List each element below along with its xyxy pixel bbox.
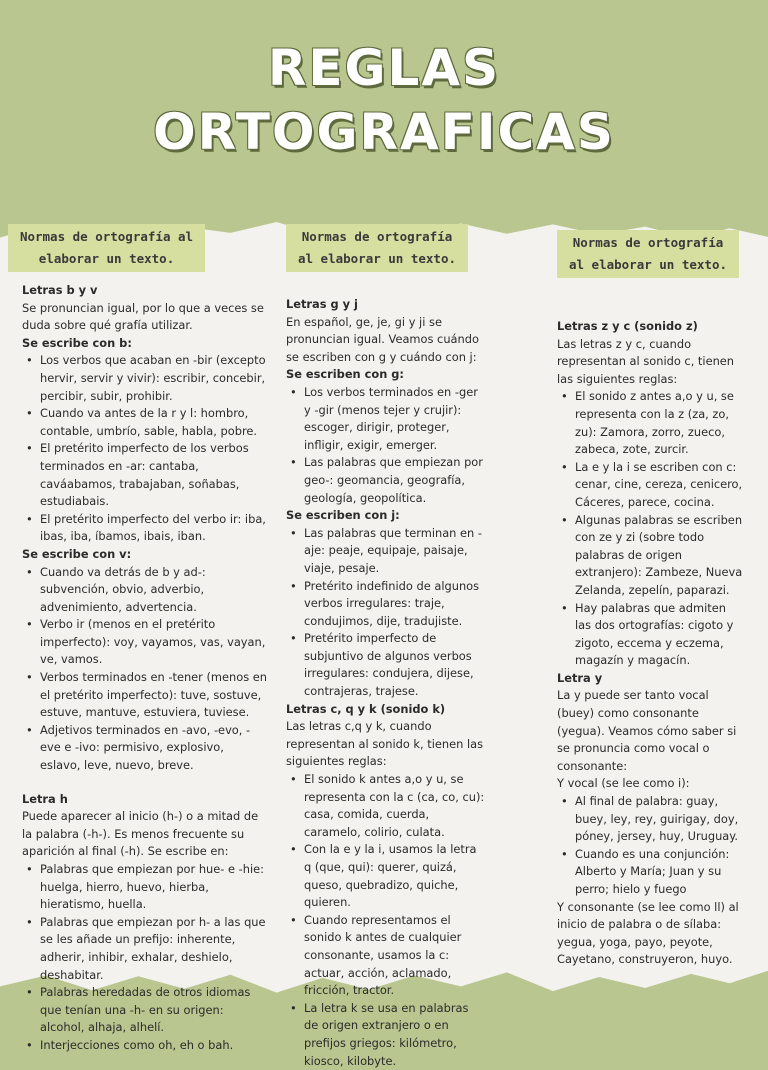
title-line-2: ORTOGRAFICAS — [153, 103, 615, 161]
rules-list-z-c — [557, 388, 745, 670]
list-item: • Las palabras que empiezan por geo-: geomancia, geografía, geología, geopolítica. — [304, 454, 486, 507]
list-item: • Interjecciones como oh, eh o bah. — [40, 1037, 267, 1055]
column-banner: Normas de ortografía al elaborar un texto. — [286, 224, 468, 272]
list-item: • El sonido k antes a,o y u, se representa con la c (ca, co, cu): casa, comida, cuerda, caramelo, colirio, culata. — [304, 771, 486, 841]
list-item: • El pretérito imperfecto de los verbos terminados en -ar: cantaba, caváabamos, trabajaban, soñabas, estudiabais. — [40, 440, 267, 510]
section-intro: Se pronuncian igual, por lo que a veces se duda sobre qué grafía utilizar. — [22, 300, 264, 333]
list-item: • Verbos terminados en -tener (menos en el pretérito imperfecto): tuve, sostuve, estuve, mantuve, estuviera, tuviese. — [40, 669, 267, 722]
section-title-c-q-k: Letras c, q y k (sonido k) — [286, 701, 446, 716]
list-item: • Palabras que empiezan por hue- e -hie: huelga, hierro, huevo, hierba, hieratismo, huella. — [40, 861, 267, 914]
list-item: • Los verbos que acaban en -bir (excepto hervir, servir y vivir): escribir, concebir, percibir, subir, prohibir. — [40, 352, 267, 405]
list-item: • Al final de palabra: guay, buey, ley, rey, guirigay, doy, póney, jersey, huy, Uruguay. — [575, 793, 745, 846]
page-title — [0, 36, 768, 164]
list-item: • Algunas palabras se escriben con ze y zi (sobre todo palabras de origen extranjero): Zambeze, Nueva Zelanda, zepelín, paparazi. — [575, 512, 745, 600]
list-item: • Adjetivos terminados en -avo, -evo, -eve e -ivo: permisivo, explosivo, eslavo, leve, nuevo, breve. — [40, 722, 267, 775]
section-title-y: Letra y — [557, 670, 603, 685]
list-item: • Verbo ir (menos en el pretérito imperfecto): voy, vayamos, vas, vayan, ve, vamos. — [40, 616, 267, 669]
list-item: • Palabras que empiezan por h- a las que se les añade un prefijo: inherente, adherir, inhibir, exhalar, deshielo, deshabitar. — [40, 914, 267, 984]
list-item: • La letra k se usa en palabras de origen extranjero o en prefijos griegos: kilómetro, kiosco, kilobyte. — [304, 1000, 486, 1070]
list-item: • Pretérito indefinido de algunos verbos irregulares: traje, condujimos, dije, tradujiste. — [304, 578, 486, 631]
section-title-g-j: Letras g y j — [286, 297, 358, 311]
list-item: • Hay palabras que admiten las dos ortografías: cigoto y zigoto, eccema y eczema, magazín y magacín. — [575, 600, 745, 670]
rules-list-c-q-k — [286, 771, 486, 1070]
column-b-v-h — [19, 224, 268, 1055]
list-item: • Cuando va detrás de b y ad-: subvención, obvio, adverbio, advenimiento, advertencia. — [40, 564, 267, 617]
subsection-title-v: Se escribe con v: — [22, 546, 132, 561]
rules-list-v — [22, 564, 267, 775]
rules-list-j — [286, 525, 486, 701]
list-item: • Cuando va antes de la r y l: hombro, contable, umbrío, sable, habla, pobre. — [40, 405, 267, 440]
rules-list-h — [22, 861, 267, 1055]
column-banner: Normas de ortografía al elaborar un texto. — [557, 230, 739, 278]
subsection-title-y-vocal: Y vocal (se lee como i): — [557, 776, 690, 791]
section-title-z-c: Letras z y c (sonido z) — [557, 319, 698, 333]
subsection-title-j: Se escriben con j: — [286, 508, 400, 523]
title-line-1: REGLAS — [267, 39, 501, 97]
list-item: • El sonido z antes a,o y u, se representa con la z (za, zo, zu): Zamora, zorro, zueco, zabeca, zote, zurcir. — [575, 388, 745, 458]
list-item: • La e y la i se escriben con c: cenar, cine, cereza, cenicero, Cáceres, parece, cocina. — [575, 459, 745, 512]
subsection-title-b: Se escribe con b: — [22, 335, 132, 350]
y-consonant-rule: Y consonante (se lee como ll) al inicio de palabra o de sílaba: yegua, yoga, payo, peyote, Cayetano, construyeron, huyo. — [557, 899, 739, 967]
column-z-c-y — [557, 230, 745, 969]
list-item: • Palabras heredadas de otros idiomas que tenían una -h- en su origen: alcohol, alhaja, alhelí. — [40, 984, 267, 1037]
section-intro: Las letras c,q y k, cuando representan al sonido k, tienen las siguientes reglas: — [286, 719, 484, 769]
rules-list-g — [286, 384, 486, 507]
list-item: • Cuando es una conjunción: Alberto y María; Juan y su perro; hielo y fuego — [575, 846, 745, 899]
list-item: • Los verbos terminados en -ger y -gir (menos tejer y crujir): escoger, dirigir, proteger, infligir, exigir, emerger. — [304, 384, 486, 454]
list-item: • Las palabras que terminan en -aje: peaje, equipaje, paisaje, viaje, pesaje. — [304, 525, 486, 578]
section-intro: En español, ge, je, gi y ji se pronuncian igual. Veamos cuándo se escriben con g y cuándo con j: — [286, 314, 479, 364]
section-title-h: Letra h — [22, 791, 68, 806]
section-intro: Las letras z y c, cuando representan al sonido c, tienen las siguientes reglas: — [557, 336, 735, 386]
section-intro: Puede aparecer al inicio (h-) o a mitad de la palabra (-h-). Es menos frecuente su aparición al final (-h). Se escribe en: — [22, 809, 259, 859]
list-item: • Con la e y la i, usamos la letra q (que, qui): querer, quizá, queso, quebradizo, quiche, quieren. — [304, 841, 486, 911]
rules-list-y — [557, 793, 745, 899]
section-intro: La y puede ser tanto vocal (buey) como consonante (yegua). Veamos cómo saber si se pronuncia como vocal o consonante: — [557, 688, 737, 773]
column-banner: Normas de ortografía al elaborar un texto. — [8, 224, 205, 272]
rules-list-b — [22, 352, 267, 546]
list-item: • El pretérito imperfecto del verbo ir: iba, ibas, iba, íbamos, ibais, iban. — [40, 511, 267, 546]
subsection-title-g: Se escriben con g: — [286, 367, 404, 382]
column-g-j-c-q-k — [286, 224, 486, 1070]
list-item: • Pretérito imperfecto de subjuntivo de algunos verbos irregulares: condujera, dijese, contrajeras, trajese. — [304, 630, 486, 700]
section-title-b-v: Letras b y v — [22, 283, 98, 297]
list-item: • Cuando representamos el sonido k antes de cualquier consonante, usamos la c: actuar, acción, aclamado, fricción, tractor. — [304, 912, 486, 1000]
